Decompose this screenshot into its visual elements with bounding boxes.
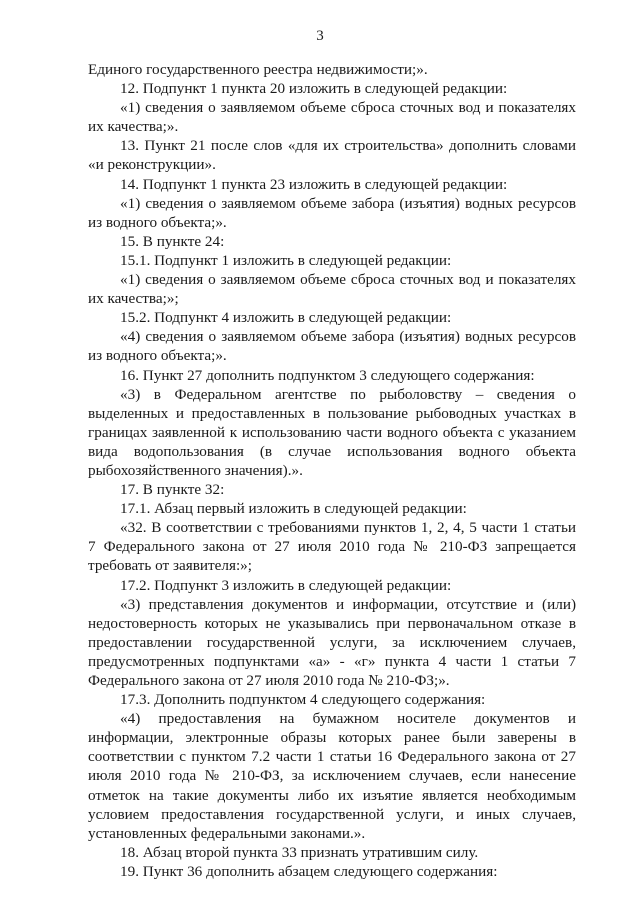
paragraph: «3) представления документов и информации, отсутствие и (или) недостоверность которых не указывались при первоначальном отказе в предоставлении государственной услуги, за исключением случаев, предусмотренных подпунктами «а» - «г» пункта 4 части 1 статьи 7 Федерального закона от 27 июля 2010 года № 210-ФЗ;».: [88, 595, 576, 689]
paragraph: 16. Пункт 27 дополнить подпунктом 3 следующего содержания:: [120, 366, 535, 384]
page-number: 3: [316, 28, 324, 44]
paragraph: 12. Подпункт 1 пункта 20 изложить в следующей редакции:: [120, 80, 508, 98]
paragraph: «3) в Федеральном агентстве по рыболовству – сведения о выделенных и предоставленных в пользование рыбоводных участках в границах заявленной к использованию части водного объекта с указанием вида водопользования (в случае использования водного объекта рыбохозяйственного значения).».: [88, 385, 576, 479]
paragraph: Единого государственного реестра недвижимости;».: [88, 61, 428, 78]
paragraph: «1) сведения о заявляемом объеме сброса сточных вод и показателях их качества;»;: [88, 271, 576, 308]
paragraph: 19. Пункт 36 дополнить абзацем следующего содержания:: [120, 862, 498, 880]
paragraph: 14. Подпункт 1 пункта 23 изложить в следующей редакции:: [120, 175, 508, 193]
document-body: [88, 60, 576, 881]
paragraph: 15.1. Подпункт 1 изложить в следующей редакции:: [120, 251, 452, 269]
paragraph: 17.3. Дополнить подпунктом 4 следующего содержания:: [120, 691, 486, 709]
paragraph: 17. В пункте 32:: [120, 481, 225, 499]
paragraph: 15.2. Подпункт 4 изложить в следующей редакции:: [120, 309, 452, 327]
paragraph: 18. Абзац второй пункта 33 признать утратившим силу.: [120, 843, 479, 861]
paragraph: «32. В соответствии с требованиями пунктов 1, 2, 4, 5 части 1 статьи 7 Федерального закона от 27 июля 2010 года № 210-ФЗ запрещается требовать от заявителя:»;: [88, 519, 576, 575]
paragraph: «1) сведения о заявляемом объеме сброса сточных вод и показателях их качества;».: [88, 99, 576, 136]
paragraph: «1) сведения о заявляемом объеме забора (изъятия) водных ресурсов из водного объекта;».: [88, 194, 576, 231]
paragraph: «4) сведения о заявляемом объеме забора (изъятия) водных ресурсов из водного объекта;».: [88, 328, 576, 365]
paragraph: 17.1. Абзац первый изложить в следующей редакции:: [120, 500, 467, 518]
paragraph: «4) предоставления на бумажном носителе документов и информации, электронные образы которых ранее были заверены в соответствии с пунктом 7.2 части 1 статьи 16 Федерального закона от 27 июля 2010 года № 210-ФЗ, за исключением случаев, если нанесение отметок на такие документы либо их изъятие является необходимым условием предоставления государственной услуги, и иных случаев, установленных федеральными законами.».: [88, 710, 576, 842]
paragraph: 13. Пункт 21 после слов «для их строительства» дополнить словами «и реконструкции».: [88, 137, 576, 174]
paragraph: 15. В пункте 24:: [120, 232, 225, 250]
paragraph: 17.2. Подпункт 3 изложить в следующей редакции:: [120, 576, 452, 594]
